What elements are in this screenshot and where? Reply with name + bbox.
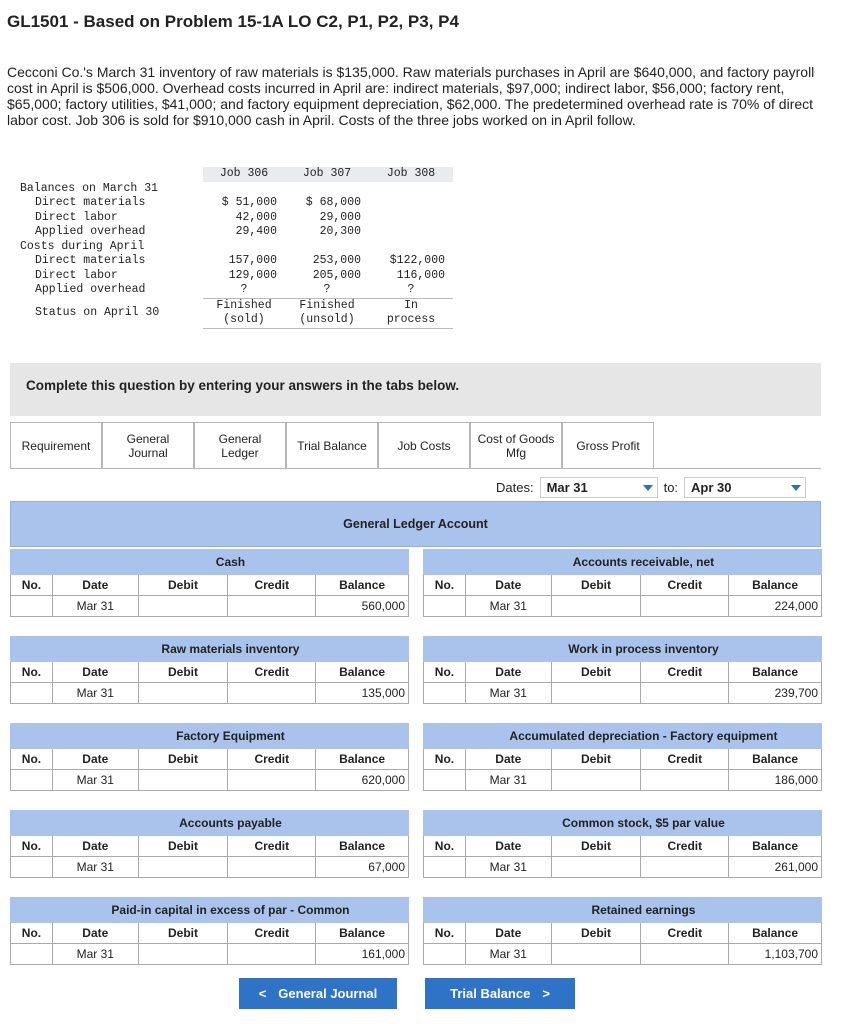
no-cell[interactable] <box>424 857 466 878</box>
balance-cell: 560,000 <box>316 596 409 617</box>
col-debit: Debit <box>551 662 641 683</box>
table-row <box>424 857 822 878</box>
credit-cell[interactable] <box>228 770 316 791</box>
ledger-account-table <box>423 897 822 965</box>
date-cell: Mar 31 <box>465 857 551 878</box>
credit-cell[interactable] <box>228 857 316 878</box>
col-date: Date <box>465 749 551 770</box>
col-balance: Balance <box>729 836 822 857</box>
col-debit: Debit <box>551 749 641 770</box>
account-name: Work in process inventory <box>465 637 821 662</box>
debit-cell[interactable] <box>138 770 228 791</box>
col-balance: Balance <box>316 662 409 683</box>
balance-cell: 620,000 <box>316 770 409 791</box>
col-date: Date <box>52 749 138 770</box>
gl-account-header: General Ledger Account <box>10 501 821 547</box>
debit-cell[interactable] <box>551 596 641 617</box>
credit-cell[interactable] <box>641 596 729 617</box>
account-name: Factory Equipment <box>52 724 408 749</box>
col-no: No. <box>424 923 466 944</box>
date-range: Dates: Mar 31 to: Apr 30 <box>496 477 806 498</box>
col-credit: Credit <box>641 923 729 944</box>
date-cell: Mar 31 <box>465 596 551 617</box>
job-header: Job 307 <box>285 167 369 182</box>
tab-requirement[interactable]: Requirement <box>10 422 102 469</box>
table-row <box>424 770 822 791</box>
account-name: Accounts receivable, net <box>465 550 821 575</box>
table-row <box>11 857 409 878</box>
credit-cell[interactable] <box>641 770 729 791</box>
from-date-select[interactable]: Mar 31 <box>540 477 658 498</box>
col-credit: Credit <box>641 575 729 596</box>
account-name: Accounts payable <box>52 811 408 836</box>
page-title: GL1501 - Based on Problem 15-1A LO C2, P1, P2, P3, P4 <box>7 12 459 31</box>
table-row <box>424 596 822 617</box>
balance-cell: 161,000 <box>316 944 409 965</box>
ledger-account-table <box>423 723 822 791</box>
debit-cell[interactable] <box>138 596 228 617</box>
col-credit: Credit <box>641 749 729 770</box>
balance-cell: 67,000 <box>316 857 409 878</box>
balance-cell: 186,000 <box>729 770 822 791</box>
credit-cell[interactable] <box>228 596 316 617</box>
col-date: Date <box>465 836 551 857</box>
tab-divider <box>10 468 821 469</box>
col-balance: Balance <box>729 923 822 944</box>
ledger-account-table <box>10 723 409 791</box>
instruction-banner: Complete this question by entering your answers in the tabs below. <box>10 363 821 416</box>
col-no: No. <box>424 749 466 770</box>
col-credit: Credit <box>641 662 729 683</box>
col-credit: Credit <box>228 836 316 857</box>
date-cell: Mar 31 <box>465 944 551 965</box>
col-credit: Credit <box>228 575 316 596</box>
next-trial-balance-button[interactable]: Trial Balance > <box>425 978 575 1009</box>
col-credit: Credit <box>641 836 729 857</box>
tab-general-ledger[interactable]: General Ledger <box>194 422 286 470</box>
date-cell: Mar 31 <box>52 944 138 965</box>
date-cell: Mar 31 <box>52 596 138 617</box>
col-date: Date <box>52 575 138 596</box>
section-label: Balances on March 31 <box>20 181 159 195</box>
no-cell[interactable] <box>424 944 466 965</box>
table-row <box>11 596 409 617</box>
col-debit: Debit <box>551 923 641 944</box>
col-debit: Debit <box>138 749 228 770</box>
ledger-account-table <box>423 636 822 704</box>
chevron-right-icon: > <box>542 986 550 1001</box>
balance-cell: 135,000 <box>316 683 409 704</box>
debit-cell[interactable] <box>138 683 228 704</box>
table-row <box>11 944 409 965</box>
debit-cell[interactable] <box>551 770 641 791</box>
col-balance: Balance <box>316 749 409 770</box>
no-cell[interactable] <box>11 944 53 965</box>
col-debit: Debit <box>138 836 228 857</box>
col-debit: Debit <box>551 575 641 596</box>
credit-cell[interactable] <box>641 857 729 878</box>
col-no: No. <box>11 749 53 770</box>
table-row <box>11 770 409 791</box>
balance-cell: 239,700 <box>729 683 822 704</box>
col-no: No. <box>424 836 466 857</box>
status-label: Status on April 30 <box>35 305 160 319</box>
no-cell[interactable] <box>11 857 53 878</box>
table-row <box>424 683 822 704</box>
debit-cell[interactable] <box>551 857 641 878</box>
col-no: No. <box>11 575 53 596</box>
ledger-account-table <box>10 897 409 965</box>
account-name: Accumulated depreciation - Factory equipment <box>465 724 821 749</box>
tab-gross-profit[interactable]: Gross Profit <box>562 422 654 469</box>
col-date: Date <box>465 923 551 944</box>
ledger-account-table <box>10 810 409 878</box>
no-cell[interactable] <box>424 683 466 704</box>
no-cell[interactable] <box>11 770 53 791</box>
tab-job-costs[interactable]: Job Costs <box>378 422 470 469</box>
col-credit: Credit <box>228 749 316 770</box>
table-row <box>424 944 822 965</box>
account-name: Paid-in capital in excess of par - Common <box>52 898 408 923</box>
col-balance: Balance <box>316 836 409 857</box>
col-balance: Balance <box>316 923 409 944</box>
tab-cost-of-goods-mfg[interactable]: Cost of Goods Mfg <box>470 422 562 469</box>
col-balance: Balance <box>729 575 822 596</box>
debit-cell[interactable] <box>551 683 641 704</box>
to-date-select[interactable]: Apr 30 <box>684 477 806 498</box>
prev-general-journal-button[interactable]: < General Journal <box>239 978 397 1009</box>
col-no: No. <box>11 836 53 857</box>
section-label: Costs during April <box>20 239 145 253</box>
no-cell[interactable] <box>11 596 53 617</box>
col-debit: Debit <box>138 662 228 683</box>
col-debit: Debit <box>138 923 228 944</box>
job-header: Job 306 <box>203 167 285 182</box>
chevron-down-icon <box>643 485 653 491</box>
balance-cell: 261,000 <box>729 857 822 878</box>
balance-cell: 224,000 <box>729 596 822 617</box>
ledger-account-table <box>423 810 822 878</box>
date-cell: Mar 31 <box>465 770 551 791</box>
ledger-account-table <box>10 549 409 617</box>
col-no: No. <box>11 923 53 944</box>
col-date: Date <box>465 662 551 683</box>
tab-bar <box>10 422 654 469</box>
chevron-down-icon <box>791 485 801 491</box>
date-cell: Mar 31 <box>465 683 551 704</box>
balance-cell: 1,103,700 <box>729 944 822 965</box>
no-cell[interactable] <box>11 683 53 704</box>
credit-cell[interactable] <box>641 944 729 965</box>
credit-cell[interactable] <box>228 944 316 965</box>
col-date: Date <box>52 923 138 944</box>
date-cell: Mar 31 <box>52 857 138 878</box>
no-cell[interactable] <box>424 770 466 791</box>
jobs-cost-table: Job 306 Job 307 Job 308 Balances on March 31 Direct materials $ 51,000 $ 68,000 Direct labor 42,000 29,000 Applied overhead 29,400 20,300 Costs during April Direct materials 157,000 253,000 $122,000 Direct labor 129,000 205,000 116,000 Applied overhead ? ? ? Status on April 30 Finished Finished In (sold) (unsold) process <box>14 167 453 329</box>
col-balance: Balance <box>729 749 822 770</box>
col-debit: Debit <box>138 575 228 596</box>
ledger-account-table <box>10 636 409 704</box>
col-date: Date <box>52 662 138 683</box>
col-no: No. <box>424 575 466 596</box>
table-row <box>11 683 409 704</box>
job-header: Job 308 <box>369 167 453 182</box>
problem-text: Cecconi Co.'s March 31 inventory of raw materials is $135,000. Raw materials purchases in April are $640,000, and factory payroll cost in April is $506,000. Overhead costs incurred in April are: indirect materials, $97,000; indirect labor, $56,000; factory rent, $65,000; factory utilities, $41,000; and factory equipment depreciation, $62,000. The predetermined overhead rate is 70% of direct labor cost. Job 306 is sold for $910,000 cash in April. Costs of the three jobs worked on in April follow. <box>7 64 815 128</box>
col-date: Date <box>465 575 551 596</box>
debit-cell[interactable] <box>138 857 228 878</box>
col-credit: Credit <box>228 662 316 683</box>
chevron-left-icon: < <box>258 986 267 1001</box>
no-cell[interactable] <box>424 596 466 617</box>
account-name: Retained earnings <box>465 898 821 923</box>
account-name: Cash <box>52 550 408 575</box>
date-cell: Mar 31 <box>52 770 138 791</box>
tab-general-journal[interactable]: General Journal <box>102 422 194 469</box>
col-debit: Debit <box>551 836 641 857</box>
credit-cell[interactable] <box>641 683 729 704</box>
debit-cell[interactable] <box>138 944 228 965</box>
col-no: No. <box>11 662 53 683</box>
col-balance: Balance <box>316 575 409 596</box>
account-name: Raw materials inventory <box>52 637 408 662</box>
col-no: No. <box>424 662 466 683</box>
col-balance: Balance <box>729 662 822 683</box>
ledger-account-table <box>423 549 822 617</box>
account-name: Common stock, $5 par value <box>465 811 821 836</box>
date-cell: Mar 31 <box>52 683 138 704</box>
col-date: Date <box>52 836 138 857</box>
credit-cell[interactable] <box>228 683 316 704</box>
debit-cell[interactable] <box>551 944 641 965</box>
tab-trial-balance[interactable]: Trial Balance <box>286 422 378 469</box>
col-credit: Credit <box>228 923 316 944</box>
